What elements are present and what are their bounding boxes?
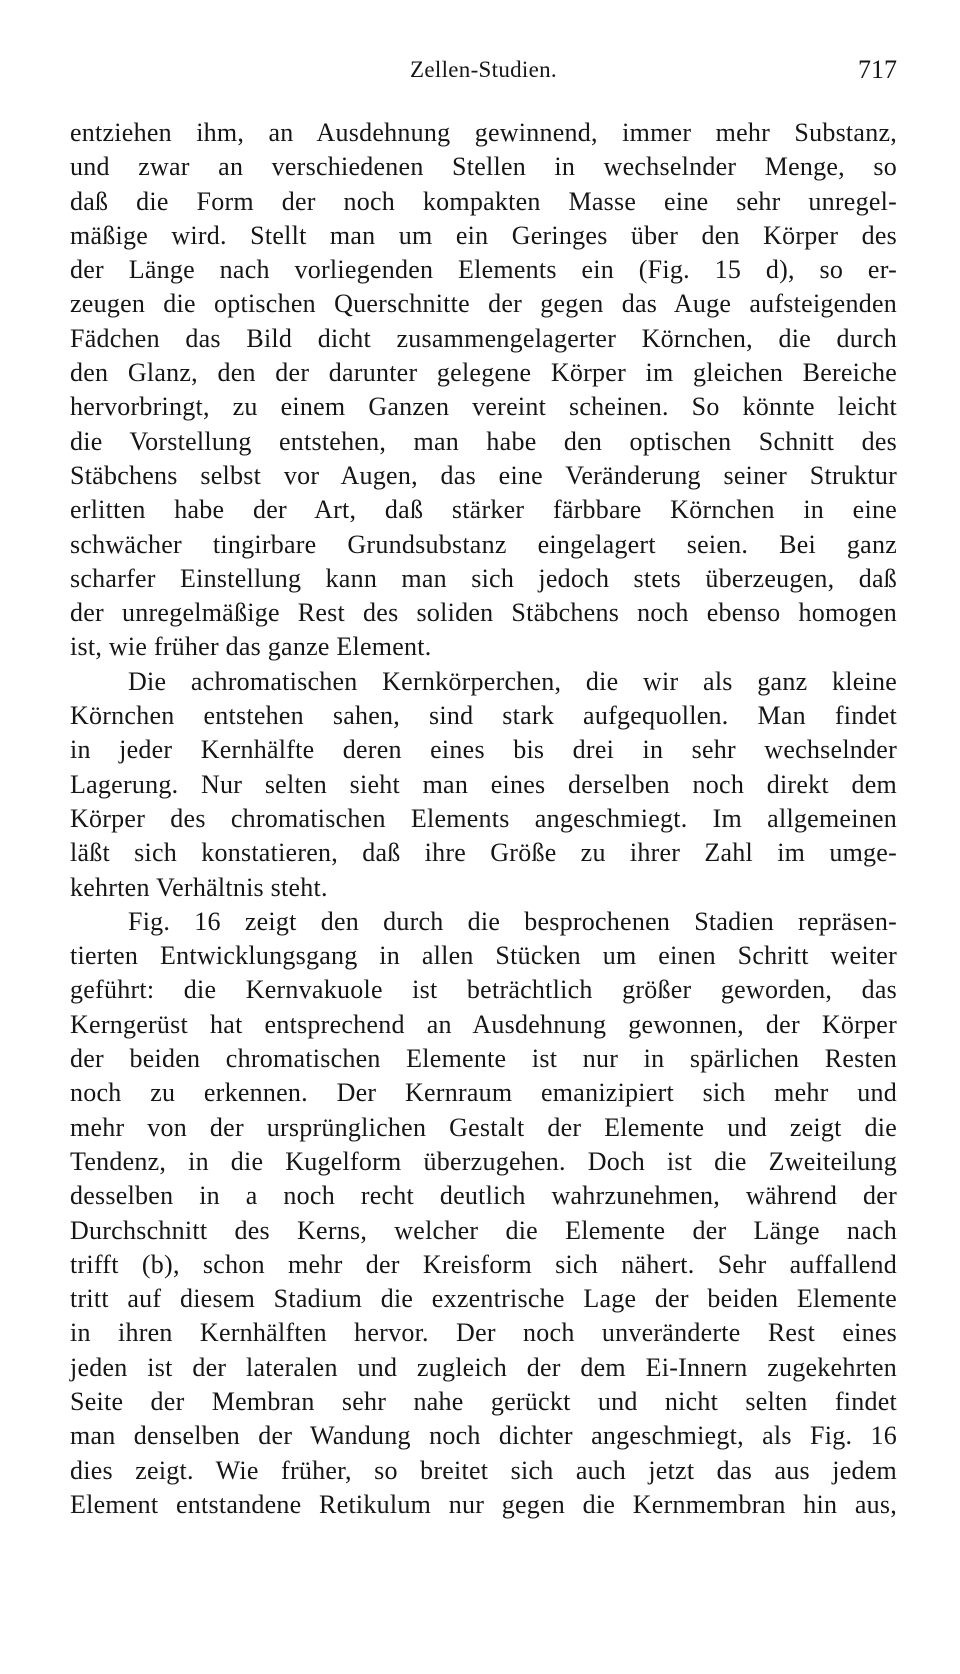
- text-line: der unregelmäßige Rest des soliden Stäbchens noch ebenso homogen: [70, 598, 897, 628]
- paragraph-end-line: kehrten Verhältnis steht.: [70, 872, 328, 902]
- text-line: der beiden chromatischen Elemente ist nur in spärlichen Resten: [70, 1044, 897, 1074]
- paragraph-end-line: ist, wie früher das ganze Element.: [70, 632, 432, 662]
- text-line: hervorbringt, zu einem Ganzen vereint scheinen. So könnte leicht: [70, 392, 897, 422]
- text-line: jeden ist der lateralen und zugleich der dem Ei-Innern zugekehrten: [70, 1352, 897, 1382]
- text-line: Stäbchens selbst vor Augen, das eine Veränderung seiner Struktur: [70, 460, 897, 490]
- text-line: geführt: die Kernvakuole ist beträchtlich größer geworden, das: [70, 975, 897, 1005]
- text-line: desselben in a noch recht deutlich wahrzunehmen, während der: [70, 1181, 897, 1211]
- text-line: mäßige wird. Stellt man um ein Geringes über den Körper des: [70, 220, 897, 250]
- text-line: scharfer Einstellung kann man sich jedoch stets überzeugen, daß: [70, 563, 897, 593]
- text-line: Tendenz, in die Kugelform überzugehen. Doch ist die Zweiteilung: [70, 1146, 897, 1176]
- text-line: entziehen ihm, an Ausdehnung gewinnend, immer mehr Substanz,: [70, 118, 897, 147]
- text-line: erlitten habe der Art, daß stärker färbbare Körnchen in eine: [70, 495, 897, 525]
- text-line: Element entstandene Retikulum nur gegen die Kernmembran hin aus,: [70, 1489, 897, 1519]
- text-line: Körper des chromatischen Elements angeschmiegt. Im allgemeinen: [70, 803, 897, 833]
- text-line: mehr von der ursprünglichen Gestalt der Elemente und zeigt die: [70, 1112, 897, 1142]
- text-line: tritt auf diesem Stadium die exzentrische Lage der beiden Elemente: [70, 1284, 897, 1314]
- paragraph-start-line: Fig. 16 zeigt den durch die besprochenen Stadien repräsen-: [128, 906, 897, 936]
- text-line: Kerngerüst hat entsprechend an Ausdehnung gewonnen, der Körper: [70, 1009, 897, 1039]
- running-title: Zellen-Studien.: [410, 57, 557, 82]
- text-line: läßt sich konstatieren, daß ihre Größe zu ihrer Zahl im umge-: [70, 838, 897, 868]
- text-line: die Vorstellung entstehen, man habe den optischen Schnitt des: [70, 426, 897, 456]
- text-line: der Länge nach vorliegenden Elements ein (Fig. 15 d), so er-: [70, 255, 897, 285]
- text-line: Körnchen entstehen sahen, sind stark aufgequollen. Man findet: [70, 701, 897, 731]
- text-line: tierten Entwicklungsgang in allen Stücken um einen Schritt weiter: [70, 941, 897, 971]
- paragraph-start-line: Die achromatischen Kernkörperchen, die wir als ganz kleine: [128, 666, 897, 696]
- text-line: daß die Form der noch kompakten Masse eine sehr unregel-: [70, 186, 897, 216]
- text-line: Durchschnitt des Kerns, welcher die Elemente der Länge nach: [70, 1215, 897, 1245]
- running-header: [70, 50, 897, 90]
- text-line: Lagerung. Nur selten sieht man eines derselben noch direkt dem: [70, 769, 897, 799]
- text-line: in ihren Kernhälften hervor. Der noch unveränderte Rest eines: [70, 1318, 897, 1348]
- text-line: trifft (b), schon mehr der Kreisform sich nähert. Sehr auffallend: [70, 1249, 897, 1279]
- text-line: man denselben der Wandung noch dichter angeschmiegt, als Fig. 16: [70, 1421, 897, 1451]
- text-line: Seite der Membran sehr nahe gerückt und nicht selten findet: [70, 1386, 897, 1416]
- page-number: 717: [858, 55, 897, 84]
- text-line: zeugen die optischen Querschnitte der gegen das Auge aufsteigenden: [70, 289, 897, 319]
- text-line: Fädchen das Bild dicht zusammengelagerter Körnchen, die durch: [70, 323, 897, 353]
- text-line: noch zu erkennen. Der Kernraum emanizipiert sich mehr und: [70, 1078, 897, 1108]
- text-line: in jeder Kernhälfte deren eines bis drei in sehr wechselnder: [70, 735, 897, 765]
- text-line: und zwar an verschiedenen Stellen in wechselnder Menge, so: [70, 152, 897, 182]
- body-text: [70, 116, 897, 1522]
- text-line: schwächer tingirbare Grundsubstanz eingelagert seien. Bei ganz: [70, 529, 897, 559]
- text-line: den Glanz, den der darunter gelegene Körper im gleichen Bereiche: [70, 358, 897, 388]
- text-line: dies zeigt. Wie früher, so breitet sich auch jetzt das aus jedem: [70, 1455, 897, 1485]
